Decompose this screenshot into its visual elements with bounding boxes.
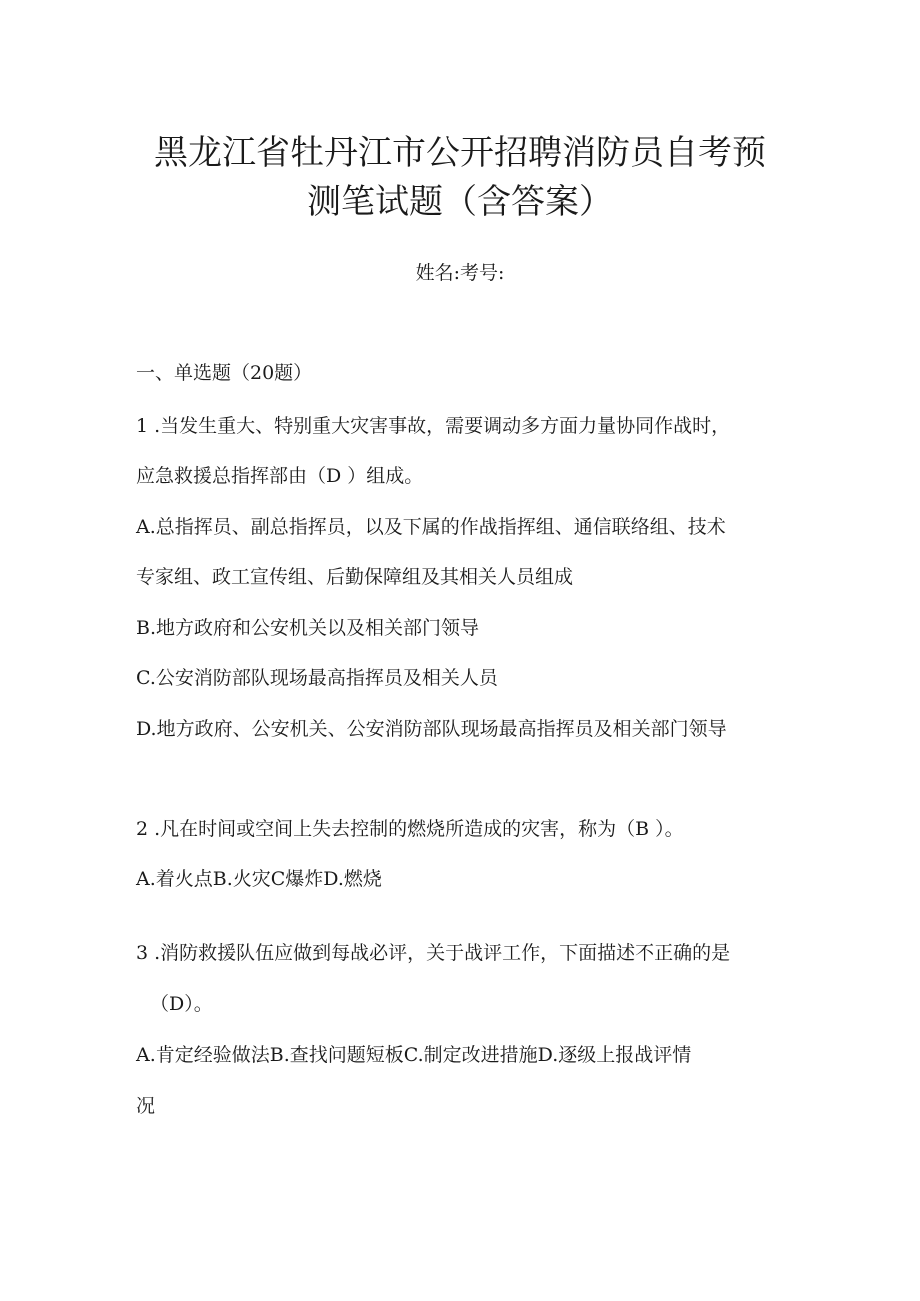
question-2-options: A.着火点B.火灾C爆炸D.燃烧 [136, 868, 382, 890]
section-heading: 一、单选题（20题） [136, 362, 313, 384]
question-1-option-a-line-2: 专家组、政工宣传组、后勤保障组及其相关人员组成 [136, 566, 574, 588]
question-1-stem-line-2: 应急救援总指挥部由（D ）组成。 [136, 465, 424, 487]
question-1-option-c: C.公安消防部队现场最高指挥员及相关人员 [136, 667, 498, 689]
question-1-stem-line-1: 1 .当发生重大、特别重大灾害事故，需要调动多方面力量协同作战时， [136, 415, 731, 437]
question-3-options-line-1: A.肯定经验做法B.查找问题短板C.制定改进措施D.逐级上报战评情 [136, 1044, 692, 1066]
question-2-stem: 2 .凡在时间或空间上失去控制的燃烧所造成的灾害，称为（B ）。 [136, 818, 684, 840]
question-1-option-d: D.地方政府、公安机关、公安消防部队现场最高指挥员及相关部门领导 [136, 718, 727, 740]
document-title-line-1: 黑龙江省牡丹江市公开招聘消防员自考预 [154, 133, 766, 173]
question-3-options-line-2: 况 [136, 1095, 156, 1117]
question-1-option-b: B.地方政府和公安机关以及相关部门领导 [136, 617, 480, 639]
document-title-line-2: 测笔试题（含答案） [307, 182, 613, 222]
question-3-stem-line-1: 3 .消防救援队伍应做到每战必评，关于战评工作，下面描述不正确的是 [136, 942, 731, 964]
name-and-exam-number-line: 姓名:考号: [415, 262, 505, 284]
question-1-option-a-line-1: A.总指挥员、副总指挥员，以及下属的作战指挥组、通信联络组、技术 [136, 516, 726, 538]
question-3-stem-line-2: （D）。 [150, 993, 213, 1015]
